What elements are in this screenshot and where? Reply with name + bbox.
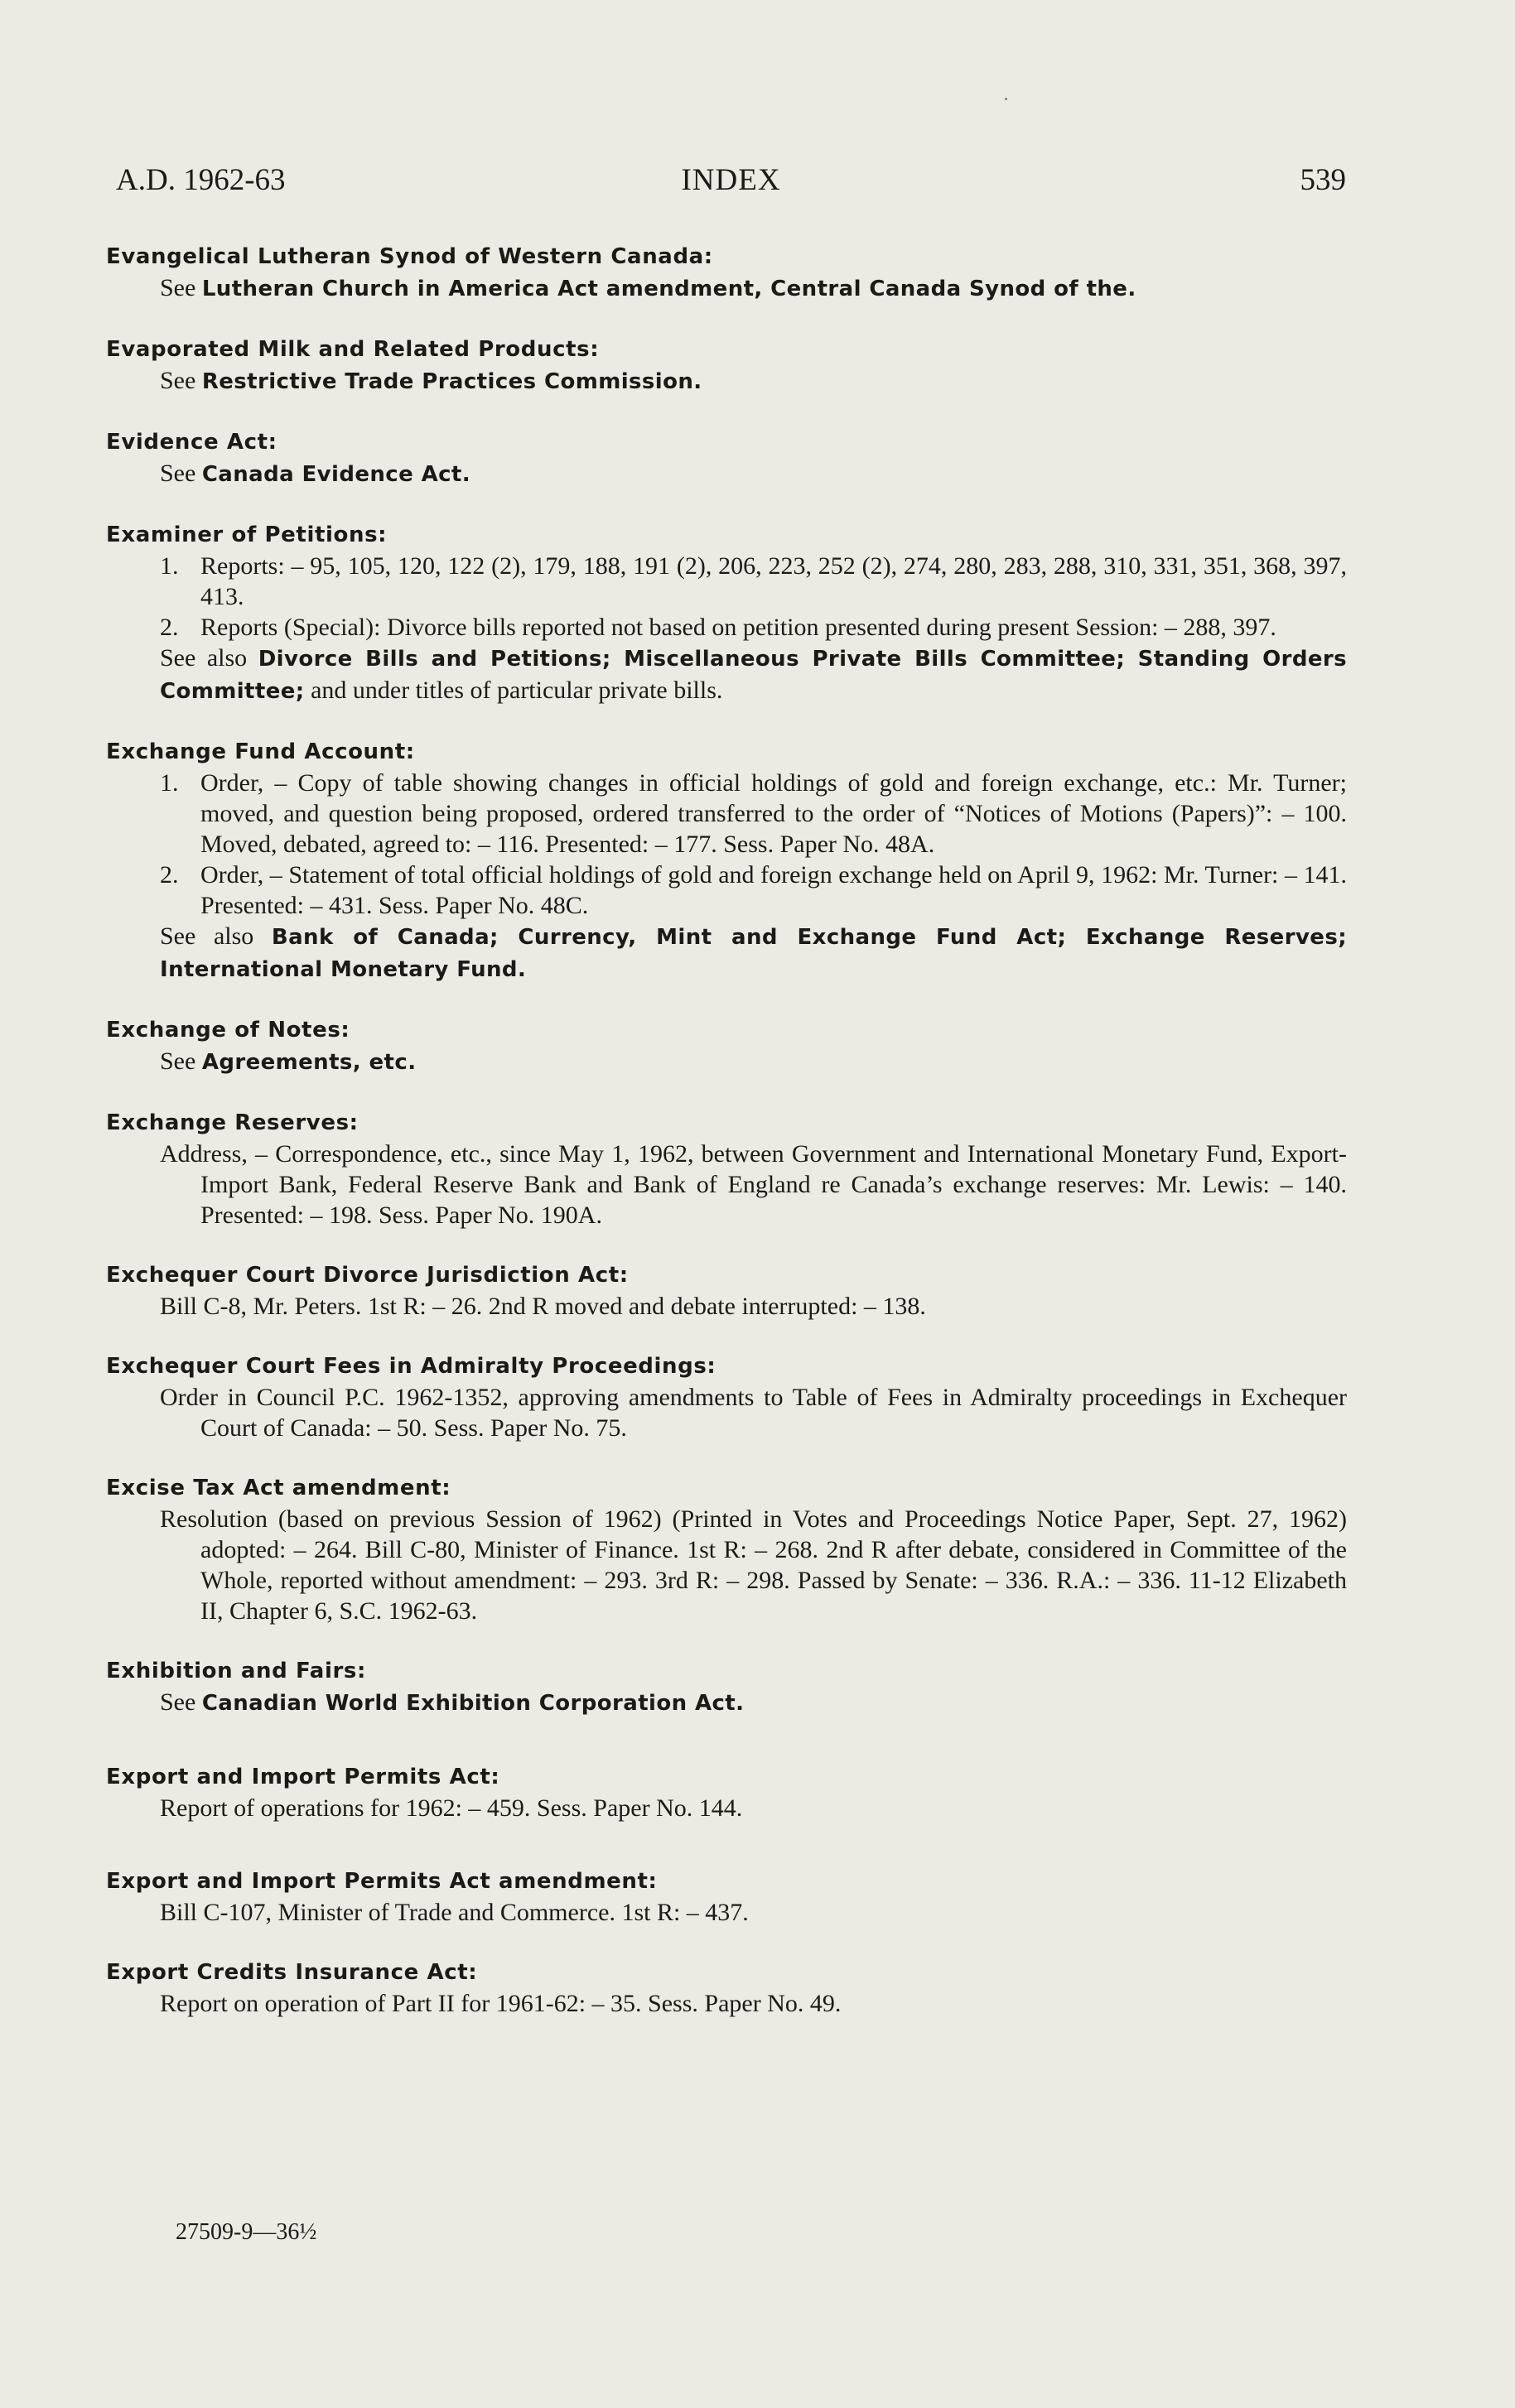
entry-heading: Export and Import Permits Act: [106, 1765, 500, 1789]
printer-signature: 27509-9—36½ [176, 2219, 317, 2245]
see-reference: See Lutheran Church in America Act amendment, Central Canada Synod of the. [160, 274, 1136, 301]
index-entry [106, 1866, 1347, 1928]
index-entry [106, 1762, 1347, 1823]
index-entry [106, 335, 1347, 397]
entry-text: Address, – Correspondence, etc., since May 1, 1962, between Government and International Monetary Fund, Export-Import Bank, Federal Reserve Bank and Bank of England re Canada’s exchange reserves: Mr. Lewis: – 140. Presented: – 198. Sess. Paper No. 190A. [160, 1140, 1347, 1229]
index-entry [106, 242, 1347, 305]
index-entry [106, 1015, 1347, 1078]
see-reference: See Restrictive Trade Practices Commission. [160, 367, 702, 394]
index-entries [106, 242, 1347, 2049]
header-date: A.D. 1962-63 [116, 163, 286, 197]
entry-text: Report on operation of Part II for 1961-62: – 35. Sess. Paper No. 49. [160, 1990, 842, 2017]
index-entry [106, 737, 1347, 985]
entry-item: 1. Reports: – 95, 105, 120, 122 (2), 179, 188, 191 (2), 206, 223, 252 (2), 274, 280, 283, 288, 310, 331, 351, 368, 397, 413. [160, 552, 1347, 610]
header-title: INDEX [681, 163, 781, 197]
entry-heading: Exchange Reserves: [106, 1110, 359, 1135]
entry-heading: Excise Tax Act amendment: [106, 1476, 451, 1500]
entry-item: 1. Order, – Copy of table showing changes in official holdings of gold and foreign exchange, etc.: Mr. Turner; moved, and question being proposed, ordered transferred to the order of “Notices of Motions (Papers)”: – 100. Moved, debated, agreed to: – 116. Presented: – 177. Sess. Paper No. 48A. [160, 769, 1347, 858]
entry-item: 2. Order, – Statement of total official holdings of gold and foreign exchange held on April 9, 1962: Mr. Turner: – 141. Presented: – 431. Sess. Paper No. 48C. [160, 861, 1347, 919]
entry-heading: Export Credits Insurance Act: [106, 1960, 478, 1985]
entry-text: Resolution (based on previous Session of 1962) (Printed in Votes and Proceedings Notice Paper, Sept. 27, 1962) adopted: – 264. Bill C-80, Minister of Finance. 1st R: – 268. 2nd R after debate, considered in Committee of the Whole, reported without amendment: – 293. 3rd R: – 298. Passed by Senate: – 336. R.A.: – 336. 11-12 Elizabeth II, Chapter 6, S.C. 1962-63. [160, 1505, 1347, 1625]
index-entry [106, 427, 1347, 490]
entry-heading: Exchequer Court Divorce Jurisdiction Act: [106, 1263, 629, 1288]
index-entry [106, 1351, 1347, 1443]
entry-text: Order in Council P.C. 1962-1352, approving amendments to Table of Fees in Admiralty proceedings in Exchequer Court of Canada: – 50. Sess. Paper No. 75. [160, 1384, 1347, 1442]
index-entry [106, 1958, 1347, 2019]
index-entry [106, 1260, 1347, 1322]
entry-heading: Export and Import Permits Act amendment: [106, 1869, 658, 1894]
entry-heading: Exhibition and Fairs: [106, 1659, 366, 1683]
index-entry [106, 1473, 1347, 1626]
index-entry [106, 1656, 1347, 1719]
entry-heading: Exchange of Notes: [106, 1018, 350, 1043]
entry-text: Report of operations for 1962: – 459. Sess. Paper No. 144. [160, 1794, 743, 1822]
see-also-reference: See also Divorce Bills and Petitions; Miscellaneous Private Bills Committee; Standing Orders Committee; and under titles of particular private bills. [160, 644, 1348, 704]
paper-speck [1005, 98, 1007, 100]
entry-heading: Evaporated Milk and Related Products: [106, 337, 600, 362]
page-header [116, 162, 1346, 212]
entry-text: Bill C-8, Mr. Peters. 1st R: – 26. 2nd R moved and debate interrupted: – 138. [160, 1293, 926, 1320]
entry-heading: Exchequer Court Fees in Admiralty Proceedings: [106, 1354, 716, 1379]
see-reference: See Agreements, etc. [160, 1047, 417, 1075]
entry-heading: Examiner of Petitions: [106, 523, 388, 547]
index-entry [106, 520, 1347, 707]
see-reference: See Canadian World Exhibition Corporation Act. [160, 1688, 745, 1716]
index-entry [106, 1108, 1347, 1230]
entry-heading: Evangelical Lutheran Synod of Western Canada: [106, 244, 713, 269]
entry-item: 2. Reports (Special): Divorce bills reported not based on petition presented during present Session: – 288, 397. [160, 614, 1276, 641]
entry-heading: Exchange Fund Account: [106, 739, 415, 764]
see-also-reference: See also Bank of Canada; Currency, Mint and Exchange Fund Act; Exchange Reserves; International Monetary Fund. [160, 922, 1347, 982]
entry-text: Bill C-107, Minister of Trade and Commerce. 1st R: – 437. [160, 1899, 749, 1926]
see-reference: See Canada Evidence Act. [160, 460, 471, 487]
page-number: 539 [1300, 163, 1346, 197]
entry-heading: Evidence Act: [106, 430, 277, 455]
